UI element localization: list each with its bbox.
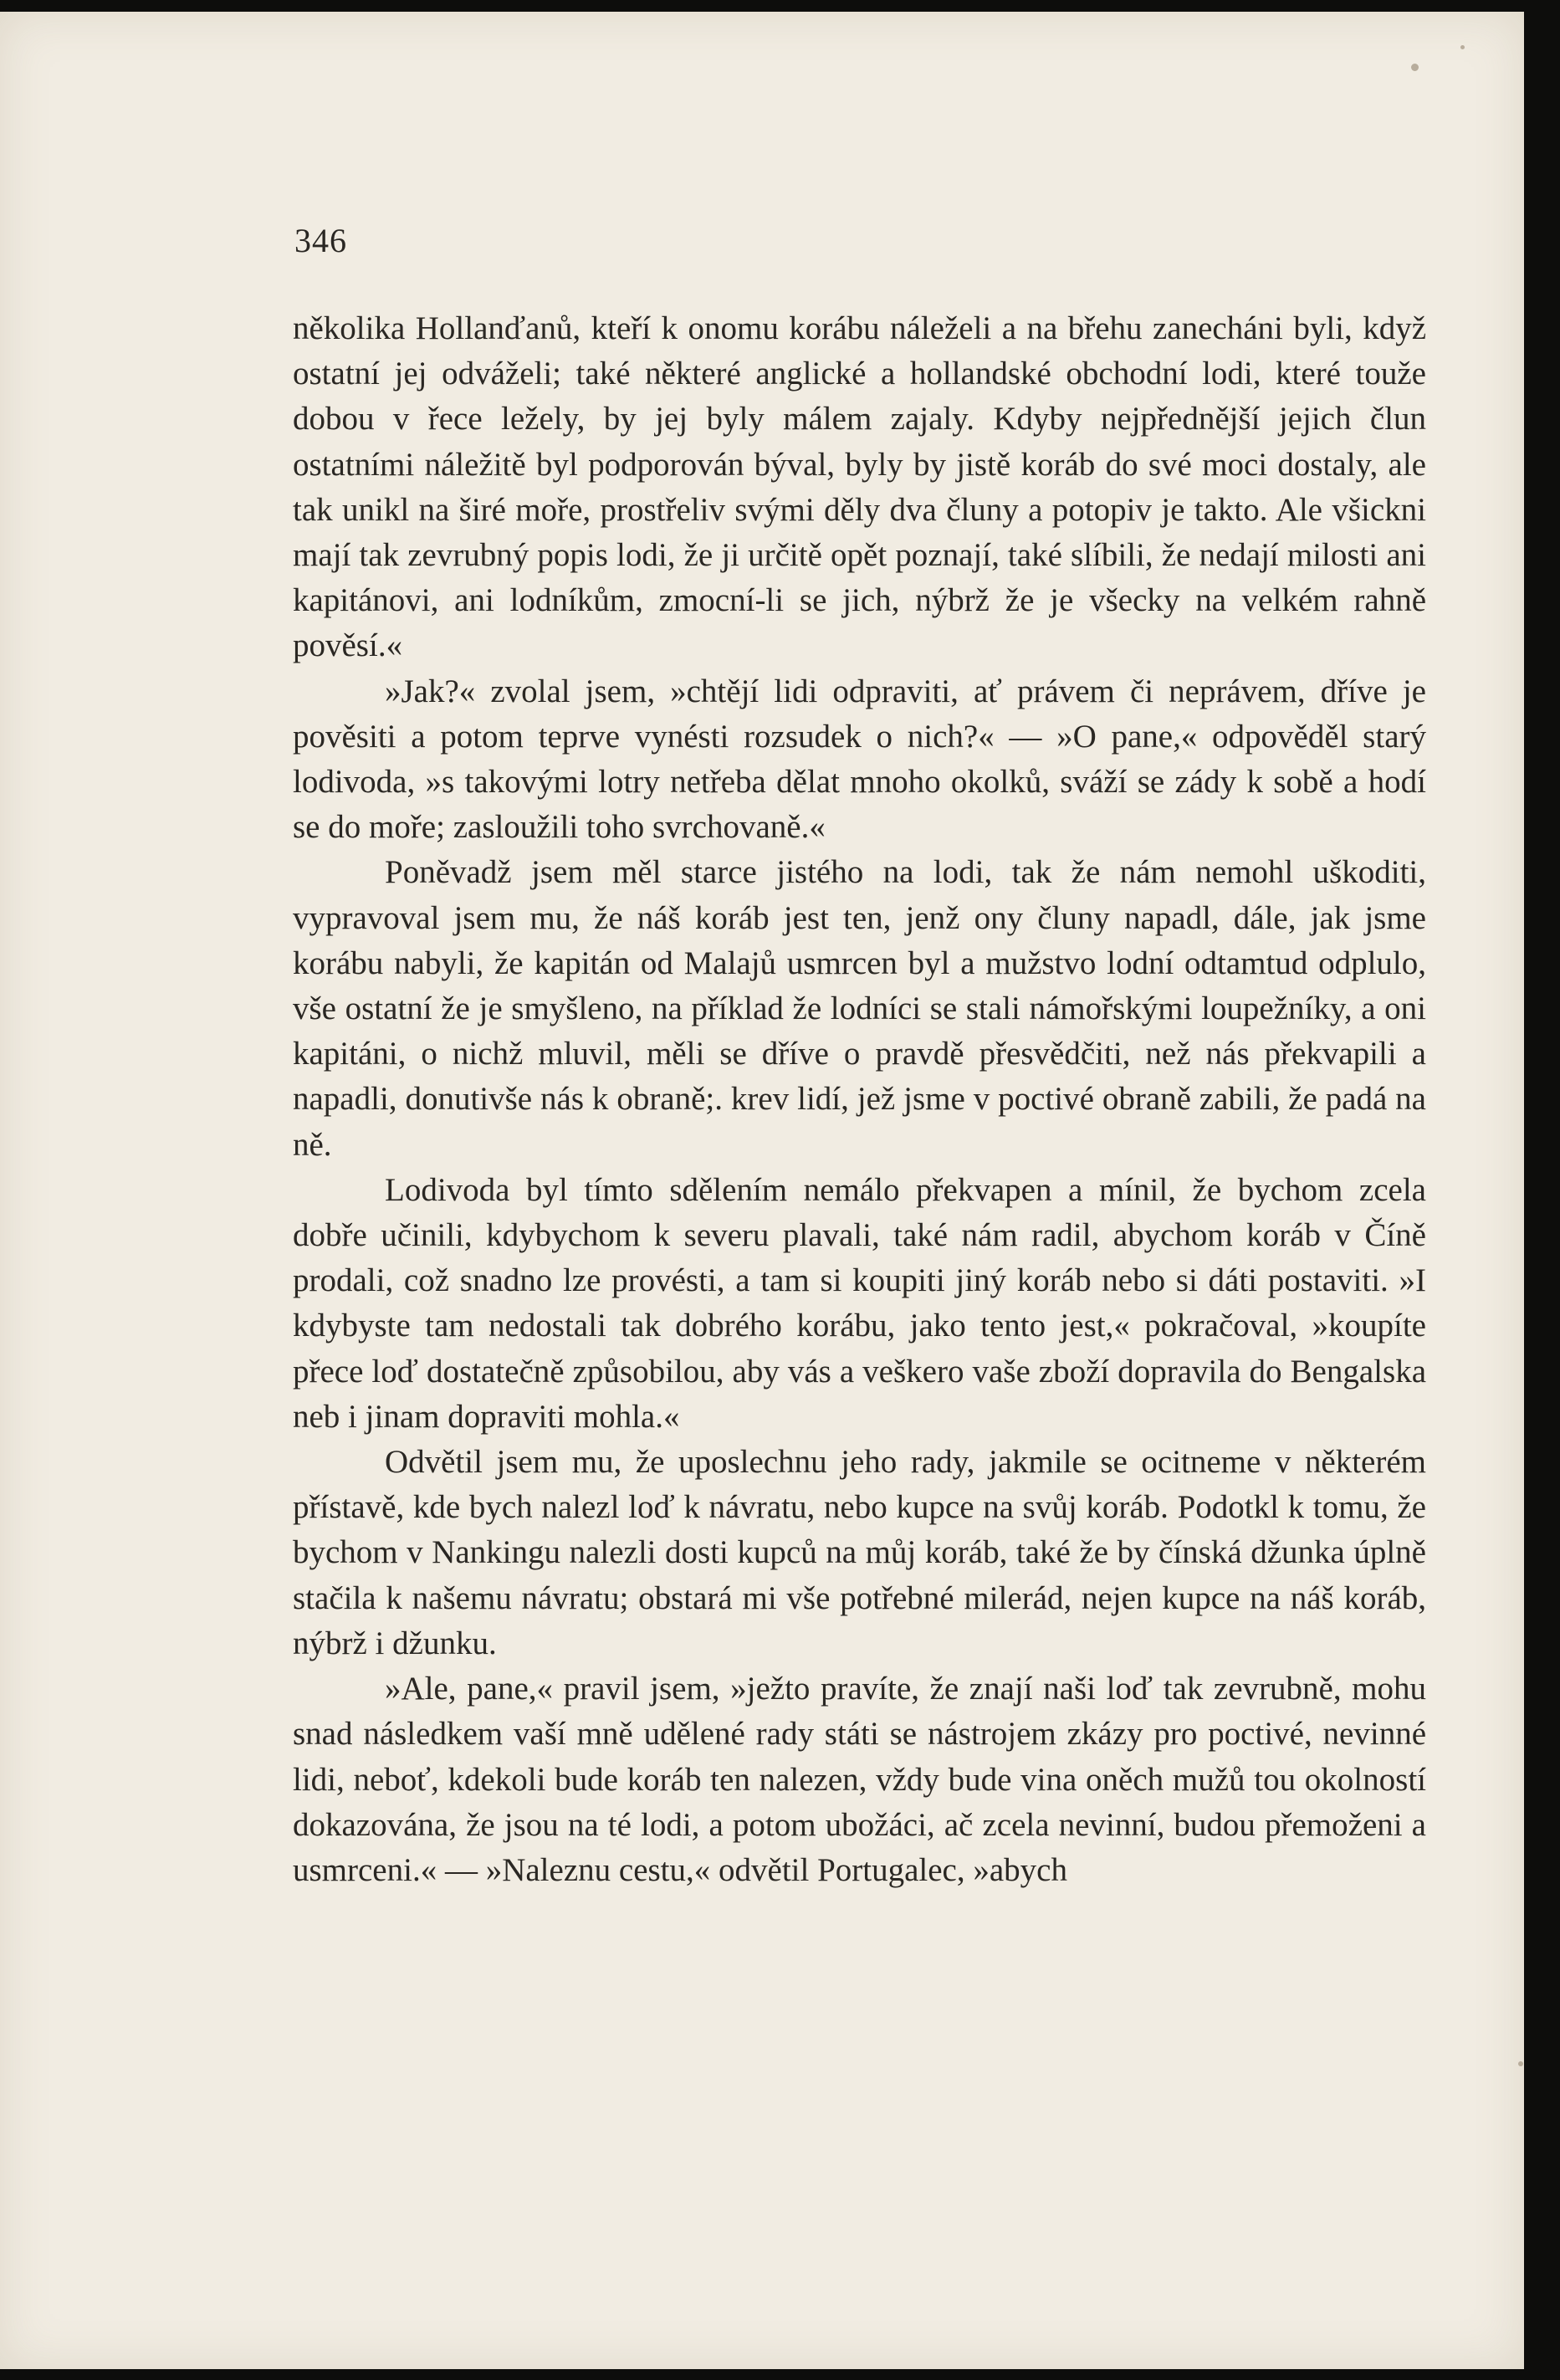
paragraph: několika Hollanďanů, kteří k onomu korábu náleželi a na břehu zanecháni byli, když ostatní jej odváželi; také některé anglické a hollandské obchodní lodi, které touže dobou v řece ležely, by jej byly málem zajaly. Kdyby nejpřednější jejich člun ostatními náležitě byl podporován býval, byly by jistě koráb do své moci dostaly, ale tak unikl na širé moře, prostřeliv svými děly dva čluny a potopiv je takto. Ale všickni mají tak zevrubný popis lodi, že ji určitě opět poznají, také slíbili, že nedají milosti ani kapitánovi, ani lodníkům, zmocní-li se jich, nýbrž že je všecky na velkém rahně pověsí.« [293, 310, 1426, 664]
body-text [293, 306, 1426, 1893]
paragraph: »Jak?« zvolal jsem, »chtějí lidi odpraviti, ať právem či neprávem, dříve je pověsiti a potom teprve vynésti rozsudek o nich?« — »O pane,« odpověděl starý lodivoda, »s takovými lotry netřeba dělat mnoho okolků, sváží se zády k sobě a hodí se do moře; zasloužili toho svrchovaně.« [293, 673, 1426, 846]
paper-speck [1460, 45, 1465, 49]
page-number: 346 [294, 222, 347, 259]
paragraph: Lodivoda byl tímto sdělením nemálo překvapen a mínil, že bychom zcela dobře učinili, kdybychom k severu plavali, také nám radil, abychom koráb v Číně prodali, což snadno lze provésti, a tam si koupiti jiný koráb nebo si dáti postaviti. »I kdybyste tam nedostali tak dobrého korábu, jako tento jest,« pokračoval, »koupíte přece loď dostatečně způsobilou, aby vás a veškero vaše zboží dopravila do Bengalska neb i jinam dopraviti mohla.« [293, 1171, 1426, 1435]
paper-speck [1411, 64, 1419, 71]
paragraph: Poněvadž jsem měl starce jistého na lodi, tak že nám nemohl uškoditi, vypravoval jsem mu, že náš koráb jest ten, jenž ony čluny napadl, dále, jak jsme korábu nabyli, že kapitán od Malajů usmrcen byl a mužstvo lodní odtamtud odplulo, vše ostatní že je smyšleno, na příklad že lodníci se stali námořskými loupežníky, a oni kapitáni, o nichž mluvil, měli se dříve o pravdě přesvědčiti, než nás překvapili a napadli, donutivše nás k obraně;. krev lidí, jež jsme v poctivé obraně zabili, že padá na ně. [293, 854, 1426, 1163]
book-page [0, 12, 1524, 2369]
paragraph: »Ale, pane,« pravil jsem, »ježto pravíte, že znají naši loď tak zevrubně, mohu snad následkem vaší mně udělené rady státi se nástrojem zkázy pro poctivé, nevinné lidi, neboť, kdekoli bude koráb ten nalezen, vždy bude vina oněch mužů tou okolností dokazována, že jsou na té lodi, a potom ubožáci, ač zcela nevinní, budou přemoženi a usmrceni.« — »Naleznu cestu,« odvětil Portugalec, »abych [293, 1671, 1426, 1888]
paper-speck [1518, 2061, 1523, 2066]
paragraph: Odvětil jsem mu, že uposlechnu jeho rady, jakmile se ocitneme v některém přístavě, kde bych nalezl loď k návratu, nebo kupce na svůj koráb. Podotkl k tomu, že bychom v Nankingu nalezli dosti kupců na můj koráb, také že by čínská džunka úplně stačila k našemu návratu; obstará mi vše potřebné milerád, nejen kupce na náš koráb, nýbrž i džunku. [293, 1444, 1426, 1661]
